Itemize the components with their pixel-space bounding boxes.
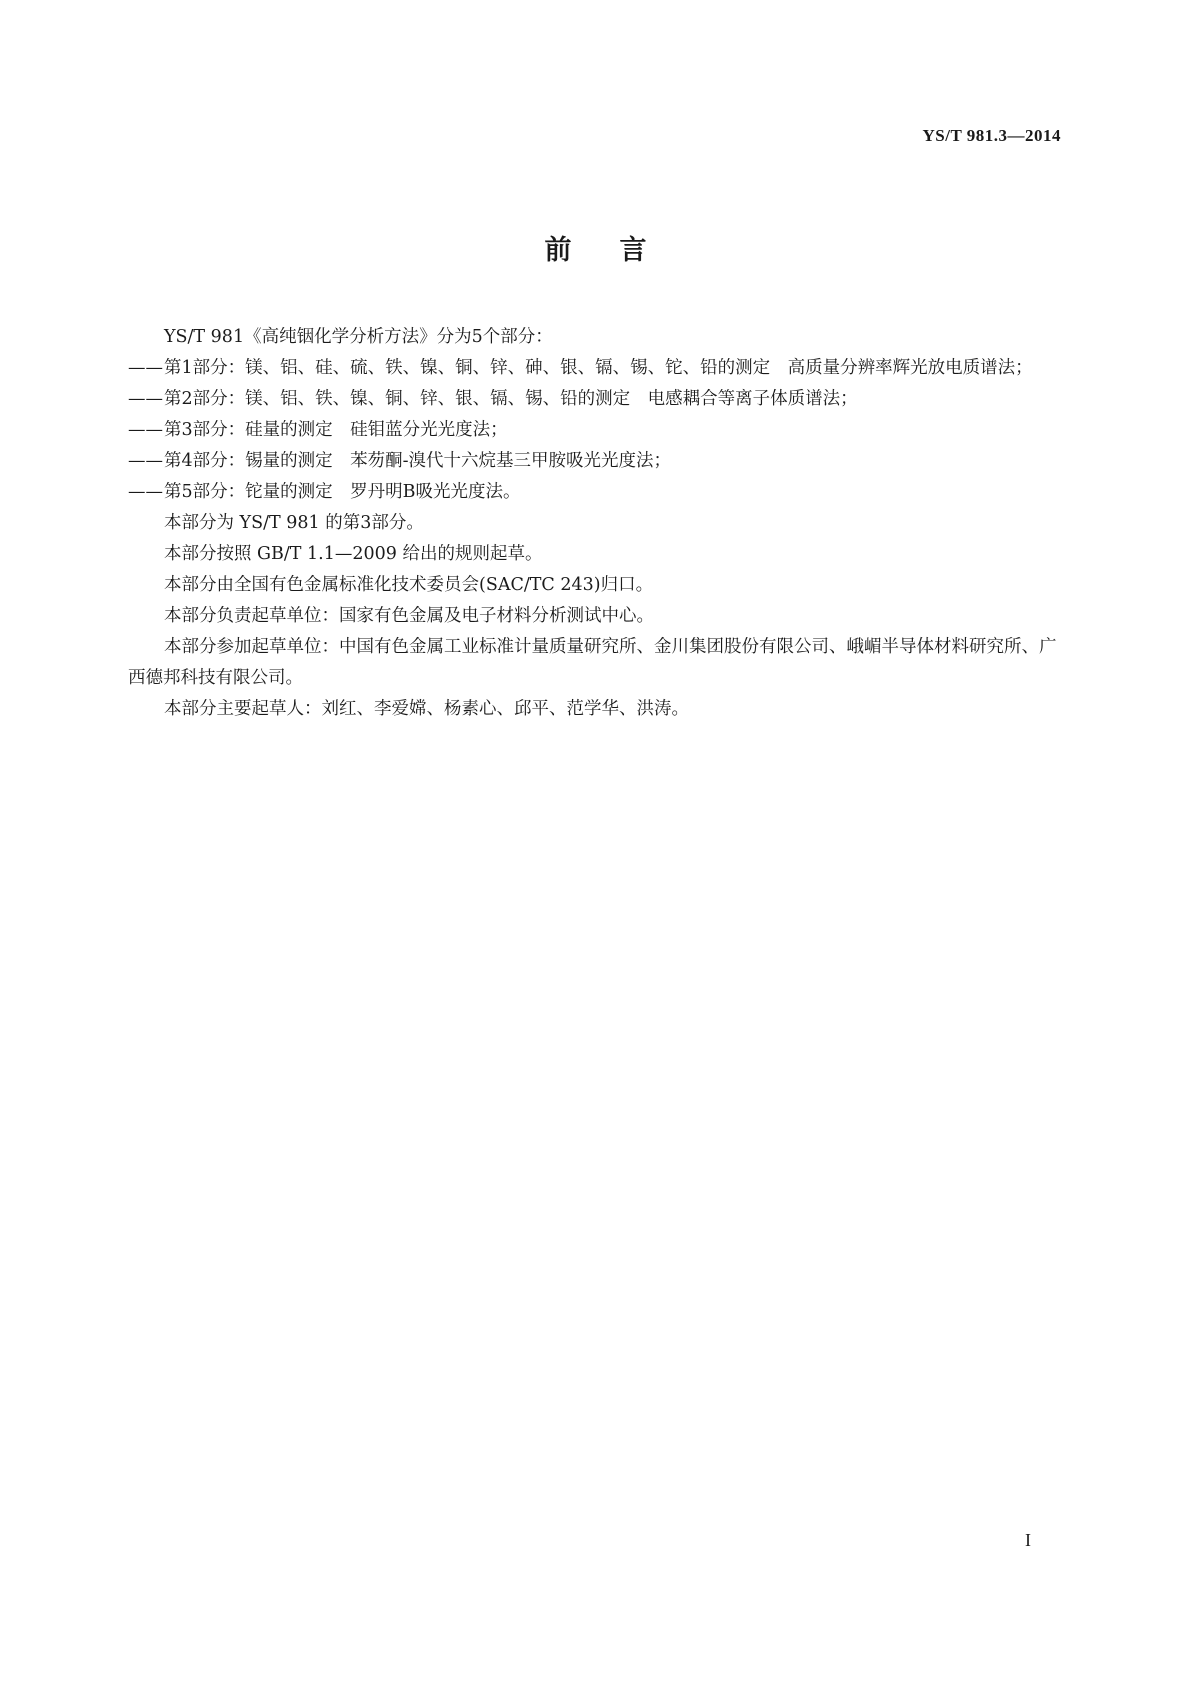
part-item-3 <box>128 415 1064 446</box>
paragraph-drafters: 本部分主要起草人：刘红、李爱嫦、杨素心、邱平、范学华、洪涛。 <box>164 699 689 719</box>
paragraph-participating-units: 本部分参加起草单位：中国有色金属工业标准计量质量研究所、金川集团股份有限公司、峨嵋半导体材料研究所、广西德邦科技有限公司。 <box>128 637 1057 688</box>
foreword-body <box>128 322 1064 725</box>
paragraph-responsible-unit: 本部分负责起草单位：国家有色金属及电子材料分析测试中心。 <box>164 606 654 626</box>
list-dash: —— <box>128 451 163 471</box>
part-text: 第2部分：镁、铝、铁、镍、铜、锌、银、镉、锡、铅的测定 电感耦合等离子体质谱法； <box>164 389 858 409</box>
intro-paragraph: YS/T 981《高纯铟化学分析方法》分为5个部分： <box>164 327 553 347</box>
part-item-1 <box>128 353 1064 384</box>
list-dash: —— <box>128 420 163 440</box>
part-text: 第3部分：硅量的测定 硅钼蓝分光光度法； <box>164 420 508 440</box>
part-text: 第1部分：镁、铝、硅、硫、铁、镍、铜、锌、砷、银、镉、锡、铊、铅的测定 高质量分辨率辉光放电质谱法； <box>164 358 1033 378</box>
part-item-4 <box>128 446 1064 477</box>
list-dash: —— <box>128 482 163 502</box>
part-text: 第5部分：铊量的测定 罗丹明B吸光光度法。 <box>164 482 521 502</box>
paragraph-drafting-rules: 本部分按照 GB/T 1.1—2009 给出的规则起草。 <box>164 544 543 564</box>
page-number: I <box>1025 1530 1031 1550</box>
list-dash: —— <box>128 389 163 409</box>
part-item-2 <box>128 384 1064 415</box>
page-title: 前言 <box>544 235 695 266</box>
list-dash: —— <box>128 358 163 378</box>
standard-code: YS/T 981.3—2014 <box>922 126 1061 145</box>
paragraph-part-statement: 本部分为 YS/T 981 的第3部分。 <box>164 513 424 533</box>
paragraph-committee: 本部分由全国有色金属标准化技术委员会(SAC/TC 243)归口。 <box>164 575 654 595</box>
part-text: 第4部分：锡量的测定 苯芴酮-溴代十六烷基三甲胺吸光光度法； <box>164 451 672 471</box>
part-item-5 <box>128 477 1064 508</box>
